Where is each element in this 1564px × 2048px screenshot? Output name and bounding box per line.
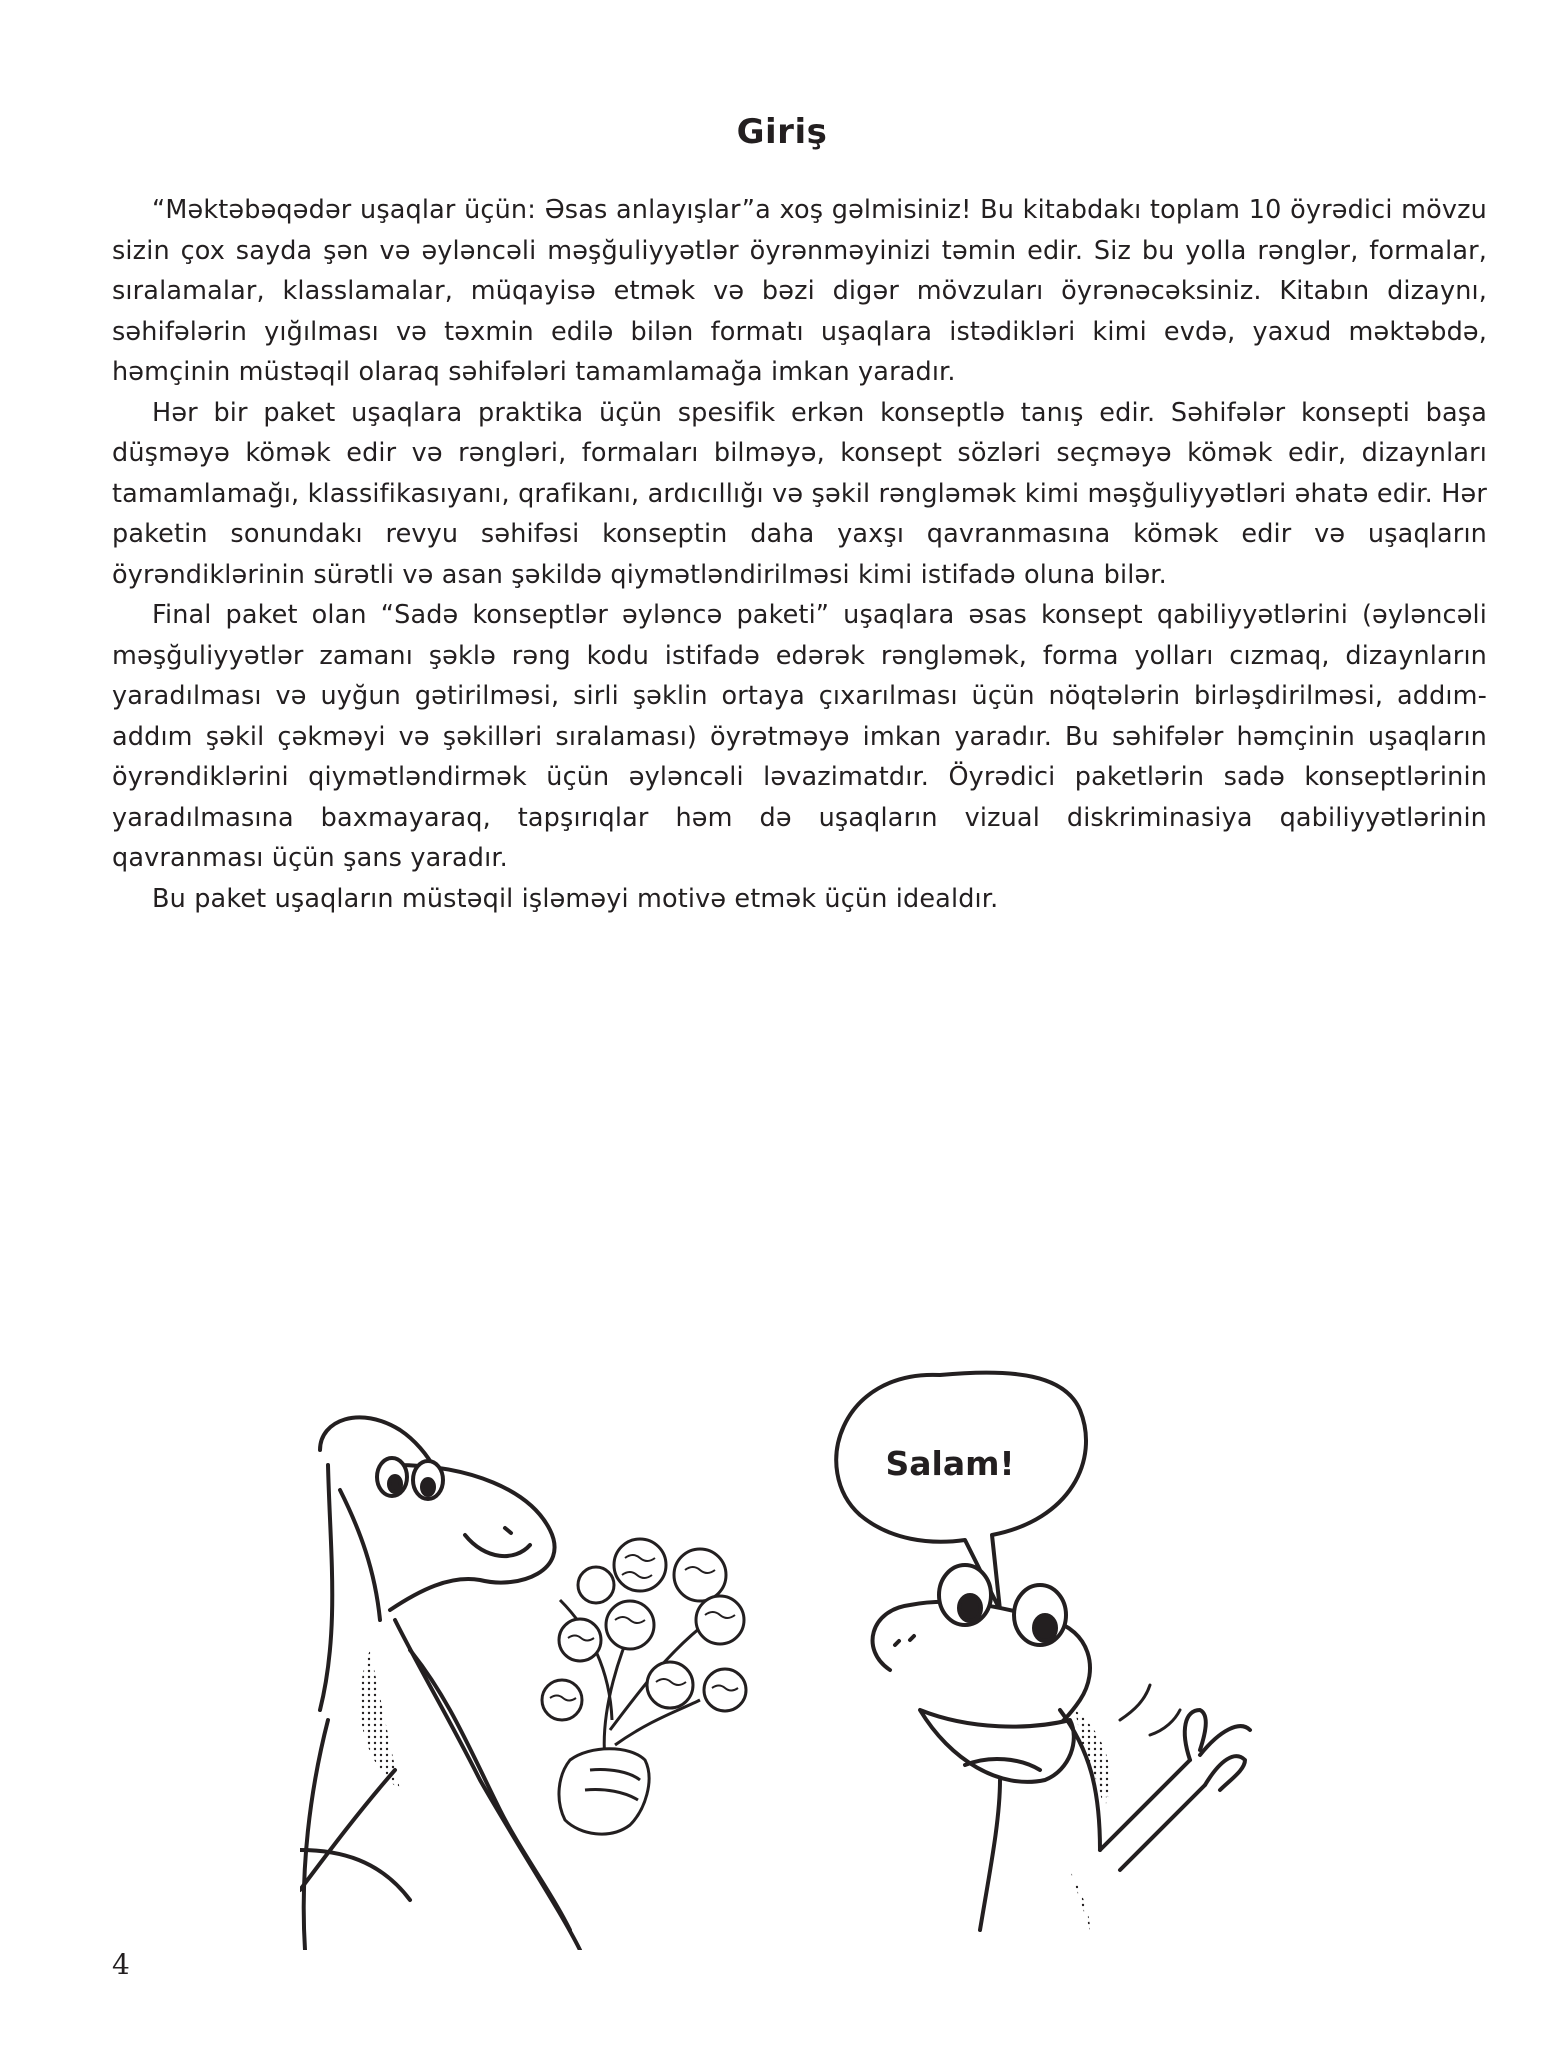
intro-body (112, 190, 1487, 919)
paragraph: “Məktəbəqədər uşaqlar üçün: Əsas anlayışlar”a xoş gəlmisiniz! Bu kitabdakı toplam 10 öyrədici mövzu sizin çox sayda şən və əyləncəli məşğuliyyətlər öyrənməyinizi təmin edir. Siz bu yolla rənglər, formalar, sıralamalar, klasslamalar, müqayisə etmək və bəzi digər mövzuları öyrənəcəksiniz. Kitabın dizaynı, səhifələrin yığılması və təxmin edilə bilən formatı uşaqlara istədikləri kimi evdə, yaxud məktəbdə, həmçinin müstəqil olaraq səhifələri tamamlamağa imkan yaradır. (112, 195, 1487, 387)
left-dinosaur-figure (300, 1417, 580, 1950)
dinosaur-illustration (300, 1290, 1300, 1950)
paragraph: Bu paket uşaqların müstəqil işləməyi motivə etmək üçün idealdır. (152, 883, 999, 914)
right-dinosaur-figure (873, 1565, 1250, 1930)
flower-bouquet (542, 1539, 746, 1834)
paragraph: Final paket olan “Sadə konseptlər əyləncə paketi” uşaqlara əsas konsept qabiliyyətlərini (əyləncəli məşğuliyyətlər zamanı şəklə rəng kodu istifadə edərək rəngləmək, forma yolları cızmaq, dizaynların yaradılması və uyğun gətirilməsi, sirli şəklin ortaya çıxarılması üçün nöqtələrin birləşdirilməsi, addım-addım şəkil çəkməyi və şəkilləri sıralaması) öyrətməyə imkan yaradır. Bu səhifələr həmçinin uşaqların öyrəndiklərini qiymətləndirmək üçün əyləncəli ləvazimatdır. Öyrədici paketlərin sadə konseptlərinin yaradılmasına baxmayaraq, tapşırıqlar həm də uşaqların vizual diskriminasiya qabiliyyətlərinin qavranması üçün şans yaradır. (112, 600, 1487, 873)
speech-bubble-text: Salam! (885, 1444, 1015, 1483)
page-number: 4 (112, 1948, 130, 1981)
paragraph: Hər bir paket uşaqlara praktika üçün spesifik erkən konseptlə tanış edir. Səhifələr konsepti başa düşməyə kömək edir və rəngləri, formaları bilməyə, konsept sözləri seçməyə kömək edir, dizaynları tamamlamağı, klassifikasıyanı, qrafikanı, ardıcıllığı və şəkil rəngləmək kimi məşğuliyyətləri əhatə edir. Hər paketin sonundakı revyu səhifəsi konseptin daha yaxşı qavranmasına kömək edir və uşaqların öyrəndiklərinin sürətli və asan şəkildə qiymətləndirilməsi kimi istifadə oluna bilər. (112, 397, 1487, 590)
page-title: Giriş (736, 112, 828, 152)
